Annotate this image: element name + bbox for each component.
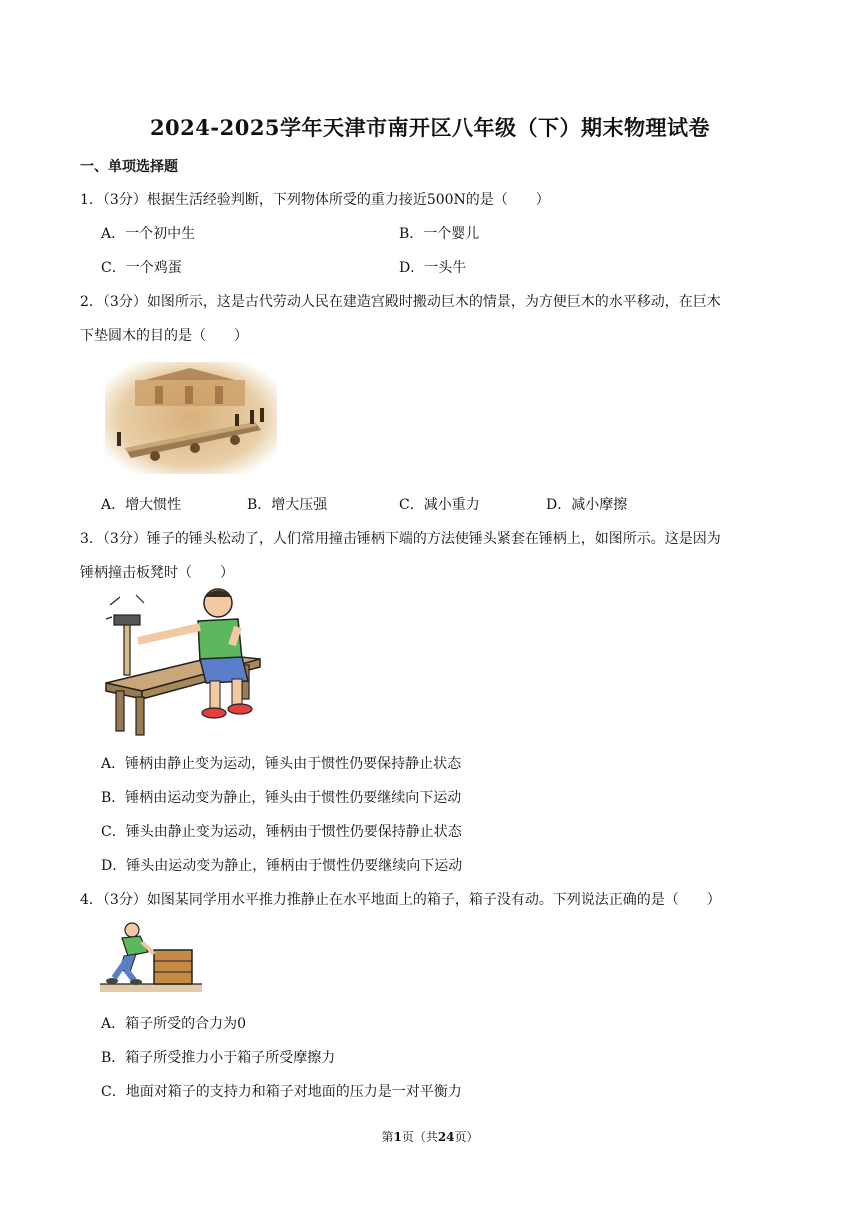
- q3-option-b: B．锤柄由运动变为静止，锤头由于惯性仍要继续向下运动: [101, 790, 462, 806]
- hammer-bench-illustration: [102, 585, 264, 737]
- box-pushing-illustration: [100, 918, 202, 996]
- question-3-stem-line2: 锤柄撞击板凳时（ ）: [80, 565, 234, 581]
- question-3-stem-line1: 3．（3分）锤子的锤头松动了，人们常用撞击锤柄下端的方法使锤头紧套在锤柄上，如图所示。这是因为: [80, 531, 721, 547]
- q1-option-c: C．一个鸡蛋: [101, 260, 182, 276]
- q1-option-a: A．一个初中生: [101, 226, 196, 242]
- q1-option-d: D．一头牛: [399, 260, 467, 276]
- q3-option-a: A．锤柄由静止变为运动，锤头由于惯性仍要保持静止状态: [101, 756, 462, 772]
- question-1-stem: 1．（3分）根据生活经验判断，下列物体所受的重力接近500N的是（ ）: [80, 192, 550, 208]
- footer-suffix: 页）: [454, 1130, 479, 1144]
- q4-option-b: B．箱子所受推力小于箱子所受摩擦力: [101, 1050, 336, 1066]
- q2-option-c: C．减小重力: [399, 497, 480, 513]
- page-footer: [0, 1128, 860, 1145]
- footer-prefix: 第: [381, 1130, 394, 1144]
- question-2-stem-line2: 下垫圆木的目的是（ ）: [80, 328, 248, 344]
- total-page-number: 24: [437, 1130, 455, 1144]
- q2-option-d: D．减小摩擦: [546, 497, 628, 513]
- q3-option-d: D．锤头由运动变为静止，锤柄由于惯性仍要继续向下运动: [101, 858, 463, 874]
- q2-option-b: B．增大压强: [247, 497, 328, 513]
- footer-mid: 页（共: [401, 1130, 438, 1144]
- current-page-number: 1: [393, 1130, 402, 1144]
- question-4-stem: 4．（3分）如图某同学用水平推力推静止在水平地面上的箱子，箱子没有动。下列说法正确的是（ ）: [80, 892, 721, 908]
- paper-title: 2024-2025学年天津市南开区八年级（下）期末物理试卷: [149, 115, 711, 140]
- q4-option-c: C．地面对箱子的支持力和箱子对地面的压力是一对平衡力: [101, 1084, 462, 1100]
- q2-option-a: A．增大惯性: [101, 497, 182, 513]
- q3-option-c: C．锤头由静止变为运动，锤柄由于惯性仍要保持静止状态: [101, 824, 462, 840]
- q1-option-b: B．一个婴儿: [399, 226, 480, 242]
- palace-log-moving-illustration: [105, 362, 277, 474]
- question-2-stem-line1: 2．（3分）如图所示，这是古代劳动人民在建造宫殿时搬动巨木的情景，为方便巨木的水平移动，在巨木: [80, 294, 721, 310]
- q4-option-a: A．箱子所受的合力为0: [101, 1016, 247, 1032]
- section-heading: 一、单项选择题: [80, 159, 178, 175]
